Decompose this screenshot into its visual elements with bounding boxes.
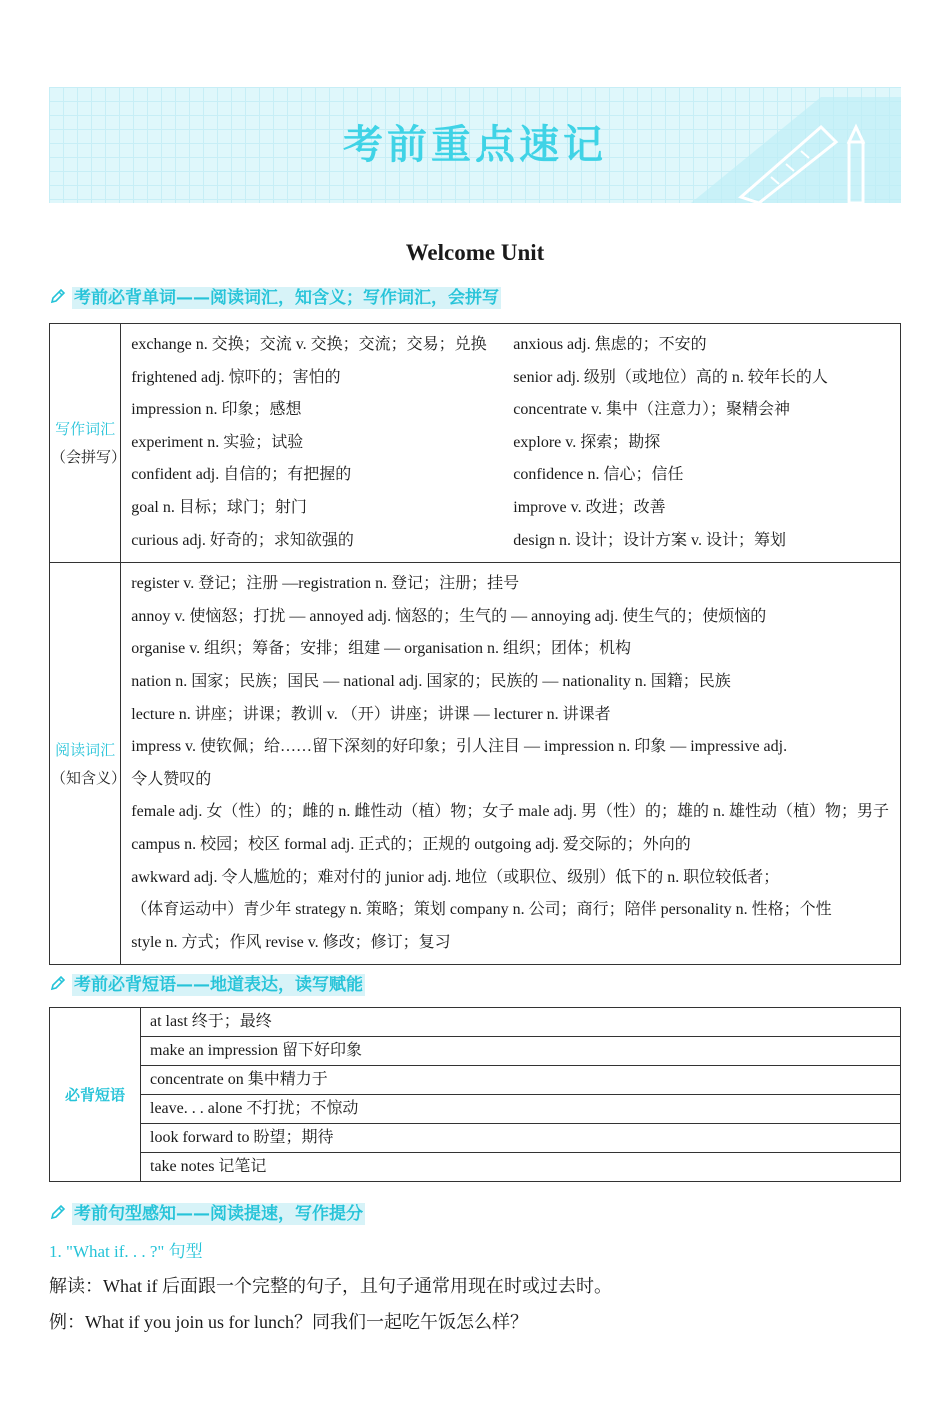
phrase-entry: make an impression 留下好印象 bbox=[141, 1037, 901, 1066]
word-entry: goal n. 目标；球门；射门 bbox=[131, 498, 307, 516]
banner-title: 考前重点速记 bbox=[343, 122, 607, 168]
phrases-table bbox=[49, 1007, 901, 1182]
word-entry: 令人赞叹的 bbox=[131, 770, 212, 788]
writing-words-right bbox=[513, 329, 828, 557]
word-entry: design n. 设计；设计方案 v. 设计；筹划 bbox=[513, 531, 787, 549]
phrase-row bbox=[50, 1008, 901, 1037]
vocab-table bbox=[49, 323, 901, 965]
word-entry: annoy v. 使恼怒；打扰 — annoyed adj. 恼怒的；生气的 — annoying adj. 使生气的；使烦恼的 bbox=[131, 607, 767, 625]
phrase-entry: concentrate on 集中精力于 bbox=[141, 1066, 901, 1095]
word-entry: frightened adj. 惊吓的；害怕的 bbox=[131, 368, 341, 386]
word-entry: senior adj. 级别（或地位）高的 n. 较年长的人 bbox=[513, 368, 828, 386]
reading-words bbox=[121, 563, 901, 965]
pencil-icon bbox=[50, 975, 66, 991]
word-entry: lecture n. 讲座；讲课；教训 v. （开）讲座；讲课 — lecturer n. 讲课者 bbox=[131, 705, 611, 723]
writing-category: 写作词汇 （会拼写） bbox=[50, 324, 121, 563]
word-entry: organise v. 组织；筹备；安排；组建 — organisation n. 组织；团体；机构 bbox=[131, 640, 631, 658]
phrase-entry: take notes 记笔记 bbox=[141, 1153, 901, 1182]
reading-row bbox=[50, 563, 901, 965]
phrase-row bbox=[50, 1153, 901, 1182]
word-entry: impress v. 使钦佩；给……留下深刻的好印象；引人注目 — impression n. 印象 — impressive adj. bbox=[131, 738, 788, 756]
sentence-pattern-heading: 1. "What if. . . ?" 句型 bbox=[49, 1242, 203, 1261]
phrase-entry: leave. . . alone 不打扰；不惊动 bbox=[141, 1095, 901, 1124]
phrase-row bbox=[50, 1124, 901, 1153]
writing-words-left bbox=[131, 329, 513, 557]
word-entry: awkward adj. 令人尴尬的；难对付的 junior adj. 地位（或职位、级别）低下的 n. 职位较低者； bbox=[131, 868, 780, 886]
section-heading-phrases: 考前必背短语——地道表达，读写赋能 bbox=[50, 970, 365, 996]
phrase-row bbox=[50, 1037, 901, 1066]
reading-category: 阅读词汇 （知含义） bbox=[50, 563, 121, 965]
word-entry: （体育运动中）青少年 strategy n. 策略；策划 company n. 公司；商行；陪伴 personality n. 性格；个性 bbox=[131, 901, 832, 919]
word-entry: confident adj. 自信的；有把握的 bbox=[131, 466, 352, 484]
sentence-example: 例：What if you join us for lunch？同我们一起吃午饭怎么样？ bbox=[49, 1312, 528, 1332]
phrase-row bbox=[50, 1095, 901, 1124]
pencil-icon bbox=[50, 288, 66, 304]
phrase-entry: at last 终于；最终 bbox=[141, 1008, 901, 1037]
word-entry: experiment n. 实验；试验 bbox=[131, 433, 304, 451]
word-entry: concentrate v. 集中（注意力）；聚精会神 bbox=[513, 401, 790, 419]
word-entry: explore v. 探索；勘探 bbox=[513, 433, 661, 451]
writing-row bbox=[50, 324, 901, 563]
word-entry: nation n. 国家；民族；国民 — national adj. 国家的；民族的 — nationality n. 国籍；民族 bbox=[131, 672, 731, 690]
word-entry: campus n. 校园；校区 formal adj. 正式的；正规的 outgoing adj. 爱交际的；外向的 bbox=[131, 835, 691, 853]
word-entry: exchange n. 交换；交流 v. 交换；交流；交易；兑换 bbox=[131, 336, 487, 353]
word-entry: style n. 方式；作风 revise v. 修改；修订；复习 bbox=[131, 933, 451, 951]
pencil-icon bbox=[50, 1204, 66, 1220]
word-entry: anxious adj. 焦虑的；不安的 bbox=[513, 336, 707, 353]
header-banner bbox=[49, 87, 901, 203]
word-entry: register v. 登记；注册 —registration n. 登记；注册；挂号 bbox=[131, 575, 520, 593]
section-heading-sentences: 考前句型感知——阅读提速，写作提分 bbox=[50, 1199, 365, 1225]
word-entry: improve v. 改进；改善 bbox=[513, 498, 666, 516]
word-entry: female adj. 女（性）的；雌的 n. 雌性动（植）物；女子 male adj. 男（性）的；雄的 n. 雄性动（植）物；男子 bbox=[131, 803, 889, 821]
sentence-explanation: 解读：What if 后面跟一个完整的句子，且句子通常用现在时或过去时。 bbox=[49, 1276, 612, 1296]
word-entry: confidence n. 信心；信任 bbox=[513, 466, 684, 484]
writing-words bbox=[121, 324, 901, 563]
phrase-row bbox=[50, 1066, 901, 1095]
phrases-category: 必背短语 bbox=[50, 1008, 141, 1182]
section-heading-vocab: 考前必背单词——阅读词汇，知含义；写作词汇，会拼写 bbox=[50, 283, 501, 309]
phrase-entry: look forward to 盼望；期待 bbox=[141, 1124, 901, 1153]
unit-title: Welcome Unit bbox=[405, 240, 545, 265]
word-entry: curious adj. 好奇的；求知欲强的 bbox=[131, 531, 354, 549]
word-entry: impression n. 印象；感想 bbox=[131, 401, 302, 419]
